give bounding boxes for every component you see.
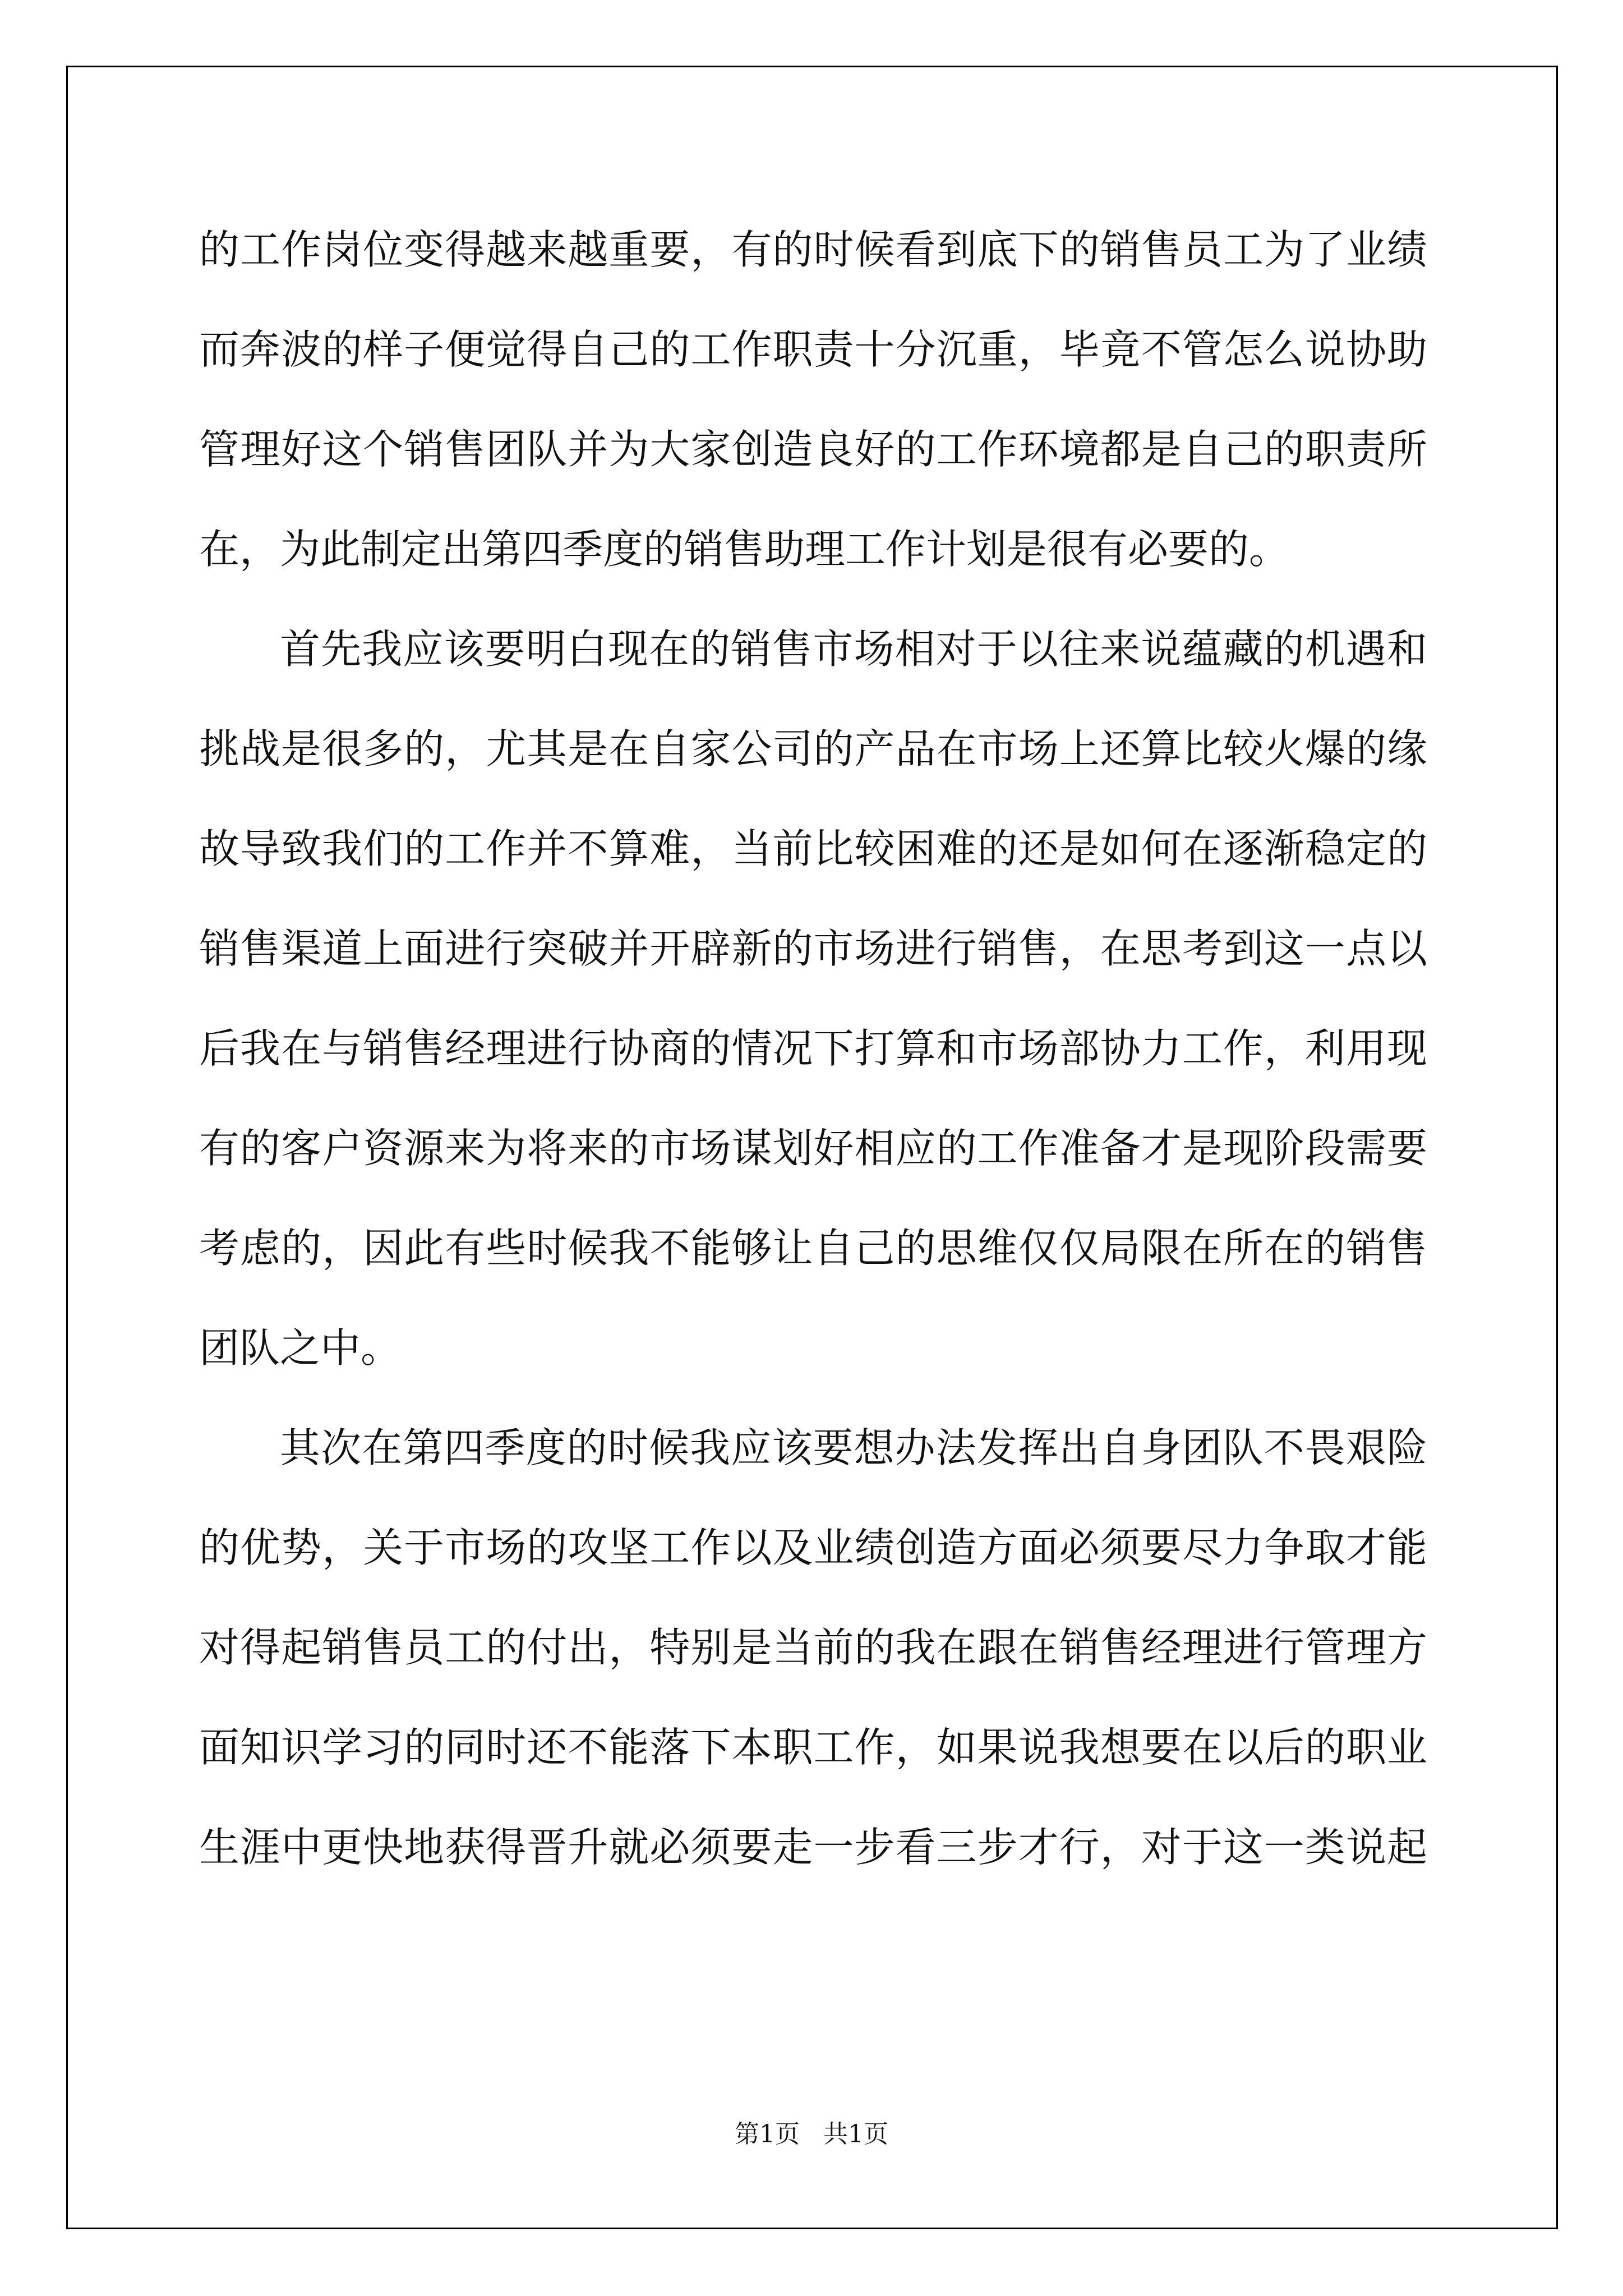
text-line: 管理好这个销售团队并为大家创造良好的工作环境都是自己的职责所 (199, 426, 1427, 473)
text-line: 故导致我们的工作并不算难，当前比较困难的还是如何在逐渐稳定的 (199, 825, 1427, 872)
text-line: 后我在与销售经理进行协商的情况下打算和市场部协力工作，利用现 (199, 1025, 1427, 1072)
text-line: 的工作岗位变得越来越重要，有的时候看到底下的销售员工为了业绩 (199, 226, 1427, 273)
text-line: 挑战是很多的，尤其是在自家公司的产品在市场上还算比较火爆的缘 (199, 725, 1427, 772)
text-line: 团队之中。 (199, 1324, 402, 1372)
text-line: 有的客户资源来为将来的市场谋划好相应的工作准备才是现阶段需要 (199, 1125, 1427, 1172)
paragraph-1 (199, 205, 1427, 604)
page-total: 共1页 (823, 2120, 888, 2148)
text-line: 其次在第四季度的时候我应该要想办法发挥出自身团队不畏艰险 (280, 1424, 1427, 1471)
paragraph-3 (199, 1403, 1427, 1902)
text-line: 生涯中更快地获得晋升就必须要走一步看三步才行，对于这一类说起 (199, 1824, 1427, 1871)
text-line: 销售渠道上面进行突破并开辟新的市场进行销售，在思考到这一点以 (199, 925, 1427, 972)
document-body (199, 205, 1427, 1902)
text-line: 在，为此制定出第四季度的销售助理工作计划是很有必要的。 (199, 526, 1290, 573)
text-line: 面知识学习的同时还不能落下本职工作，如果说我想要在以后的职业 (199, 1724, 1427, 1771)
paragraph-2 (199, 604, 1427, 1403)
text-line: 考虑的，因此有些时候我不能够让自己的思维仅仅局限在所在的销售 (199, 1225, 1427, 1272)
page-number: 第1页 (735, 2120, 800, 2148)
text-line: 的优势，关于市场的攻坚工作以及业绩创造方面必须要尽力争取才能 (199, 1524, 1427, 1571)
page-footer (0, 2114, 1623, 2150)
text-line: 对得起销售员工的付出，特别是当前的我在跟在销售经理进行管理方 (199, 1624, 1427, 1671)
text-line: 首先我应该要明白现在的销售市场相对于以往来说蕴藏的机遇和 (280, 625, 1427, 673)
text-line: 而奔波的样子便觉得自己的工作职责十分沉重，毕竟不管怎么说协助 (199, 326, 1427, 373)
